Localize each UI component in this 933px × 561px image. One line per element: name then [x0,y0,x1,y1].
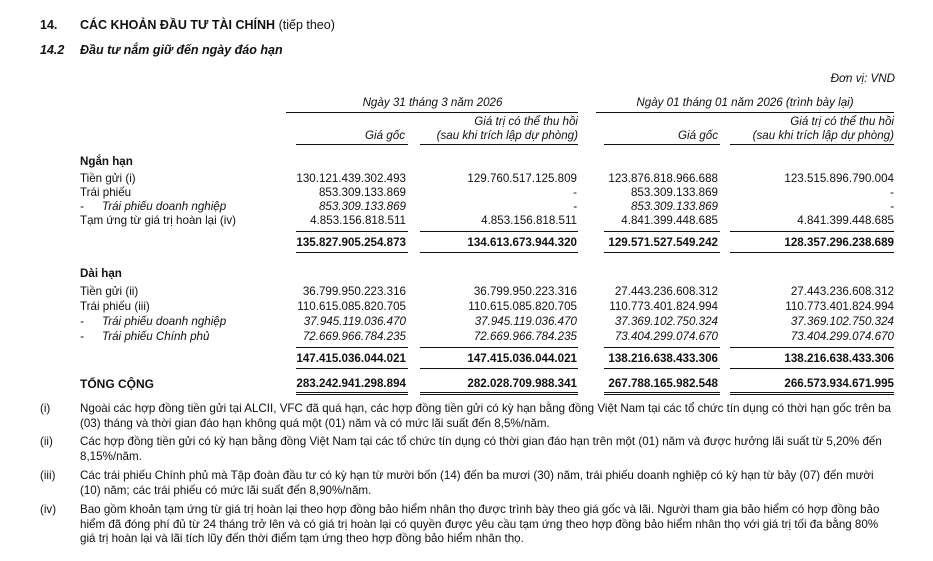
cell-cost-current: 37.945.119.036.470 [303,315,406,328]
cell-cost-prior: 27.443.236.608.312 [614,285,718,298]
header-rule-2 [420,144,578,145]
cell-recoverable-current: 36.799.950.223.316 [473,285,577,298]
row-dash: - [80,200,84,213]
cell-recoverable-prior: 4.841.399.448.685 [797,214,894,227]
cell-cost-current: 130.121.439.302.493 [296,172,406,185]
section-number: 14. [40,18,58,32]
long-term-total-recoverable-current: 147.415.036.044.021 [467,352,577,365]
grand-total-rule-4a [730,392,894,393]
long-term-total-cost-prior: 138.216.638.433.306 [608,352,718,365]
lt-subtotal-rule-1 [296,347,408,348]
long-term-total-recoverable-prior: 138.216.638.433.306 [784,352,894,365]
header-rule-4 [730,144,894,145]
period-current: Ngày 31 tháng 3 năm 2026 [362,96,503,109]
subtotal-rule-4 [730,231,894,232]
unit-label: Đơn vị: VND [830,72,895,85]
cell-cost-current: 853.309.133.869 [318,200,406,213]
grand-total-rule-4b [730,394,894,395]
row-label: Tiền gửi (i) [80,172,136,185]
col-recoverable-current-1: Giá trị có thể thu hồi [474,115,578,128]
total-rule-1 [296,252,408,253]
cell-cost-prior: 73.404.299.074.670 [614,330,718,343]
total-rule-2 [420,252,578,253]
col-cost-prior: Giá gốc [678,129,718,142]
period-prior-underline [596,112,894,113]
lt-total-rule-4 [730,368,894,369]
cell-cost-current: 853.309.133.869 [318,186,406,199]
col-cost-current: Giá gốc [365,129,405,142]
lt-total-rule-3 [604,368,720,369]
cell-recoverable-prior: - [890,200,894,213]
row-label: Trái phiếu (iii) [80,300,150,313]
section-title-suffix: (tiếp theo) [278,18,335,32]
total-rule-4 [730,252,894,253]
cell-recoverable-prior: 73.404.299.074.670 [790,330,894,343]
grand-total-rule-2a [420,392,578,393]
row-label: Trái phiếu doanh nghiệp [102,200,227,213]
subsection-title: Đầu tư nắm giữ đến ngày đáo hạn [80,43,283,57]
lt-total-rule-1 [296,368,408,369]
lt-subtotal-rule-3 [604,347,720,348]
row-dash: - [80,330,84,343]
period-current-underline [286,112,578,113]
cell-cost-prior: 37.369.102.750.324 [614,315,718,328]
period-prior: Ngày 01 tháng 01 năm 2026 (trình bày lại) [636,96,854,109]
note-text: Các trái phiếu Chính phủ mà Tập đoàn đầu tư có kỳ hạn từ mười bốn (14) đến ba mươi (30) năm, trái phiếu doanh nghiệp có kỳ hạn từ bảy (07) đến mười (10) năm; các trái phiếu có mức lãi suất đến 8,90%/năm. [80,469,874,497]
cell-cost-current: 4.853.156.818.511 [310,214,406,227]
col-recoverable-current-2: (sau khi trích lập dự phòng) [436,129,578,142]
short-term-total-recoverable-current: 134.613.673.944.320 [467,236,577,249]
row-dash: - [80,315,84,328]
note-mark: (ii) [40,435,53,448]
subtotal-rule-3 [604,231,720,232]
total-rule-3 [604,252,720,253]
cell-recoverable-prior: 27.443.236.608.312 [790,285,894,298]
cell-recoverable-current: - [573,200,577,213]
note-text: Ngoài các hợp đồng tiền gửi tại ALCII, VFC đã quá hạn, các hợp đồng tiền gửi có kỳ hạn bằng đồng Việt Nam tại các tổ chức tín dụng có thời hạn gốc trên ba (03) tháng và thời gian đáo hạn không quá một (01) năm và có mức lãi suất đến 8,5%/năm. [80,402,891,430]
cell-cost-current: 36.799.950.223.316 [302,285,406,298]
note-mark: (iii) [40,469,56,482]
grand-total-rule-3b [604,394,720,395]
grand-total-recoverable-prior: 266.573.934.671.995 [784,377,894,390]
lt-subtotal-rule-4 [730,347,894,348]
row-label: Tiền gửi (ii) [80,285,139,298]
grand-total-recoverable-current: 282.028.709.988.341 [467,377,577,390]
col-recoverable-prior-2: (sau khi trích lập dự phòng) [752,129,894,142]
grand-total-cost-prior: 267.788.165.982.548 [608,377,718,390]
note-text: Bao gồm khoản tạm ứng từ giá trị hoàn lại theo hợp đồng bảo hiểm nhân thọ được trình bày theo giá gốc và lãi. Người tham gia bảo hiểm có hợp đồng bảo hiểm đã đóng phí đủ từ 24 tháng trở lên và có giá trị hoàn lại có quyền được yêu cầu tạm ứng theo hợp đồng bảo hiểm nhân thọ với giá trị tối đa bằng 80% giá trị hoàn lại và lãi tích lũy đến thời điểm tạm ứng theo hợp đồng bảo hiểm nhân thọ. [80,503,880,545]
row-label: Tạm ứng từ giá trị hoàn lại (iv) [80,214,236,227]
cell-cost-prior: 123.876.818.966.688 [608,172,718,185]
lt-total-rule-2 [420,368,578,369]
section-title-text: CÁC KHOẢN ĐẦU TƯ TÀI CHÍNH [80,18,276,32]
cell-recoverable-current: 37.945.119.036.470 [474,315,577,328]
subsection-number: 14.2 [40,43,65,57]
cell-recoverable-current: 4.853.156.818.511 [481,214,577,227]
cell-cost-prior: 853.309.133.869 [630,186,718,199]
cell-recoverable-current: 72.669.966.784.235 [473,330,577,343]
note-mark: (i) [40,402,51,415]
long-term-total-cost-current: 147.415.036.044.021 [296,352,406,365]
row-label: Trái phiếu doanh nghiệp [102,315,227,328]
grand-total-rule-1a [296,392,408,393]
cell-cost-current: 110.615.085.820.705 [297,300,406,313]
short-term-heading: Ngắn hạn [80,155,133,168]
section-title [80,18,335,32]
short-term-total-recoverable-prior: 128.357.296.238.689 [784,236,894,249]
cell-cost-current: 72.669.966.784.235 [302,330,406,343]
row-label: Trái phiếu [80,186,132,199]
cell-recoverable-current: 110.615.085.820.705 [468,300,577,313]
col-recoverable-prior-1: Giá trị có thể thu hồi [790,115,894,128]
grand-total-rule-1b [296,394,408,395]
header-rule-3 [604,144,720,145]
cell-cost-prior: 853.309.133.869 [630,200,718,213]
cell-recoverable-prior: 110.773.401.824.994 [785,300,894,313]
grand-total-label: TỔNG CỘNG [80,377,154,391]
subtotal-rule-1 [296,231,408,232]
grand-total-rule-3a [604,392,720,393]
cell-recoverable-prior: 123.515.896.790.004 [784,172,894,185]
cell-cost-prior: 110.773.401.824.994 [609,300,718,313]
cell-cost-prior: 4.841.399.448.685 [621,214,718,227]
cell-recoverable-prior: 37.369.102.750.324 [790,315,894,328]
cell-recoverable-current: 129.760.517.125.809 [467,172,577,185]
subtotal-rule-2 [420,231,578,232]
header-rule-1 [296,144,408,145]
grand-total-cost-current: 283.242.941.298.894 [296,377,406,390]
short-term-total-cost-prior: 129.571.527.549.242 [608,236,718,249]
grand-total-rule-2b [420,394,578,395]
lt-subtotal-rule-2 [420,347,578,348]
note-mark: (iv) [40,503,57,516]
short-term-total-cost-current: 135.827.905.254.873 [296,236,406,249]
long-term-heading: Dài hạn [80,267,122,280]
note-text: Các hợp đồng tiền gửi có kỳ hạn bằng đồng Việt Nam tại các tổ chức tín dụng có thời gian đáo hạn trên một (01) năm và được hưởng lãi suất từ 5,20% đến 8,15%/năm. [80,435,882,463]
cell-recoverable-current: - [573,186,577,199]
row-label: Trái phiếu Chính phủ [102,330,210,343]
cell-recoverable-prior: - [890,186,894,199]
